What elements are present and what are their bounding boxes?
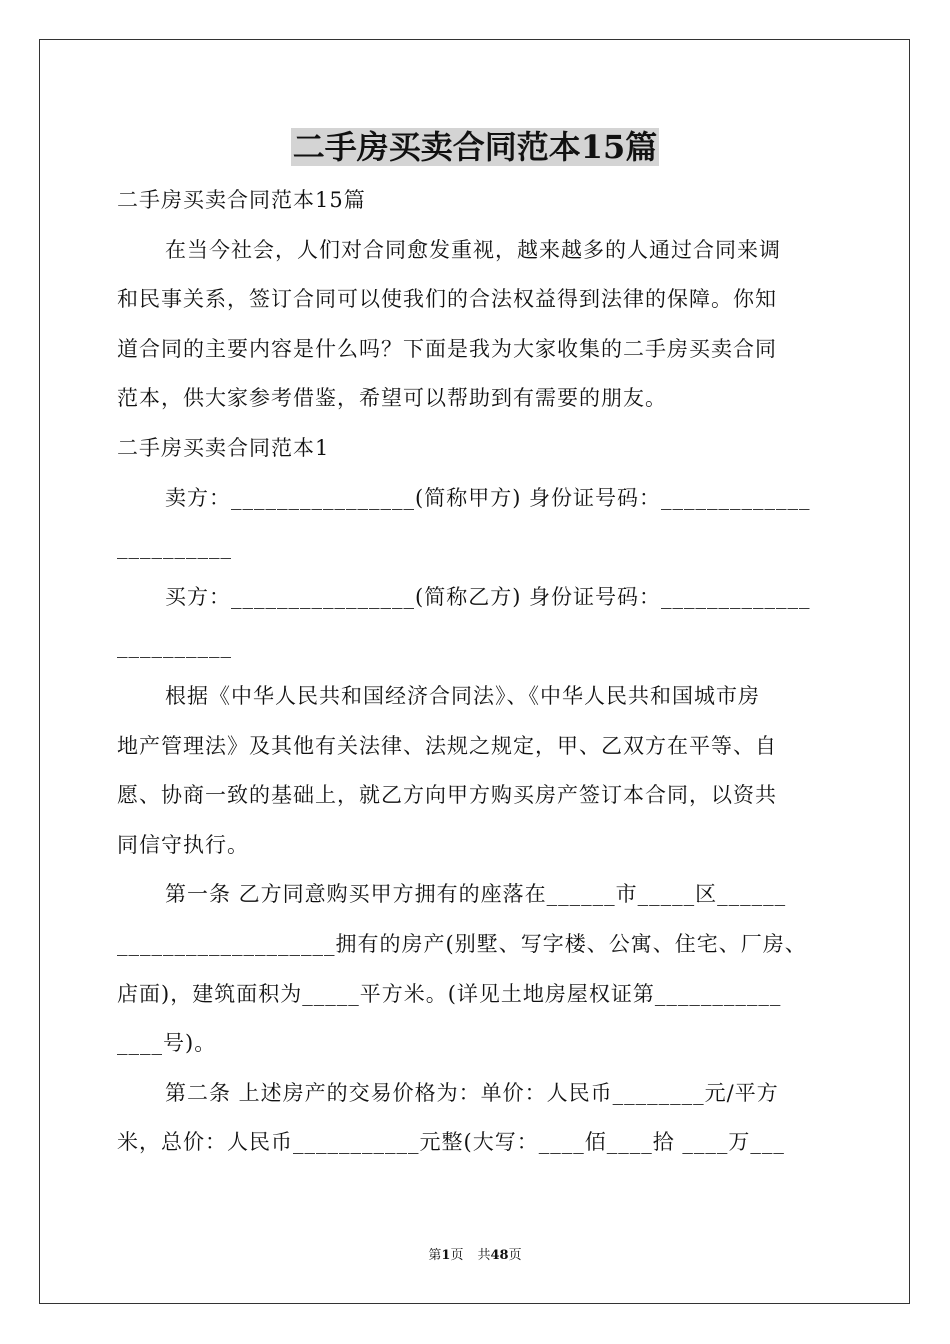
body-line: __________ [117,535,232,560]
page-footer [0,1244,950,1263]
body-line: 根据《中华人民共和国经济合同法》、《中华人民共和国城市房 [165,683,760,708]
footer-page-prefix: 第 [428,1248,442,1263]
body-line: 愿、协商一致的基础上，就乙方向甲方购买房产签订本合同，以资共 [117,783,777,808]
body-line: ___________________拥有的房产(别墅、写字楼、公寓、住宅、厂房、 [117,931,807,956]
body-line: 道合同的主要内容是什么吗？下面是我为大家收集的二手房买卖合同 [117,336,777,361]
body-line: __________ [117,634,232,659]
body-line: 范本，供大家参考借鉴，希望可以帮助到有需要的朋友。 [117,386,667,411]
footer-total-suffix: 页 [508,1248,522,1263]
footer-total-pages: 48 [490,1248,509,1263]
body-line: 二手房买卖合同范本1 [117,435,330,460]
document-title-text: 二手房买卖合同范本15篇 [292,128,658,166]
footer-page-suffix: 页 [450,1248,464,1263]
document-title [0,124,950,170]
body-line: 卖方：________________(简称甲方) 身份证号码：_____________ [165,485,811,510]
body-line: 在当今社会，人们对合同愈发重视，越来越多的人通过合同来调 [165,237,781,262]
footer-total-prefix: 共 [477,1248,491,1263]
body-line: 和民事关系，签订合同可以使我们的合法权益得到法律的保障。你知 [117,287,777,312]
body-line: 地产管理法》及其他有关法律、法规之规定，甲、乙双方在平等、自 [117,733,777,758]
body-line: 买方：________________(简称乙方) 身份证号码：_____________ [165,584,811,609]
footer-page-number: 1 [441,1248,451,1263]
body-line: 第二条 上述房产的交易价格为：单价：人民币________元/平方 [165,1080,779,1105]
body-line: ____号)。 [117,1031,217,1056]
document-body [117,176,837,1168]
body-line: 第一条 乙方同意购买甲方拥有的座落在______市_____区______ [165,882,787,907]
body-line: 二手房买卖合同范本15篇 [117,188,366,212]
body-line: 米，总价：人民币___________元整(大写：____佰____拾 ____万___ [117,1130,785,1155]
body-line: 店面)，建筑面积为_____平方米。(详见土地房屋权证第___________ [117,981,782,1006]
body-line: 同信守执行。 [117,832,249,857]
